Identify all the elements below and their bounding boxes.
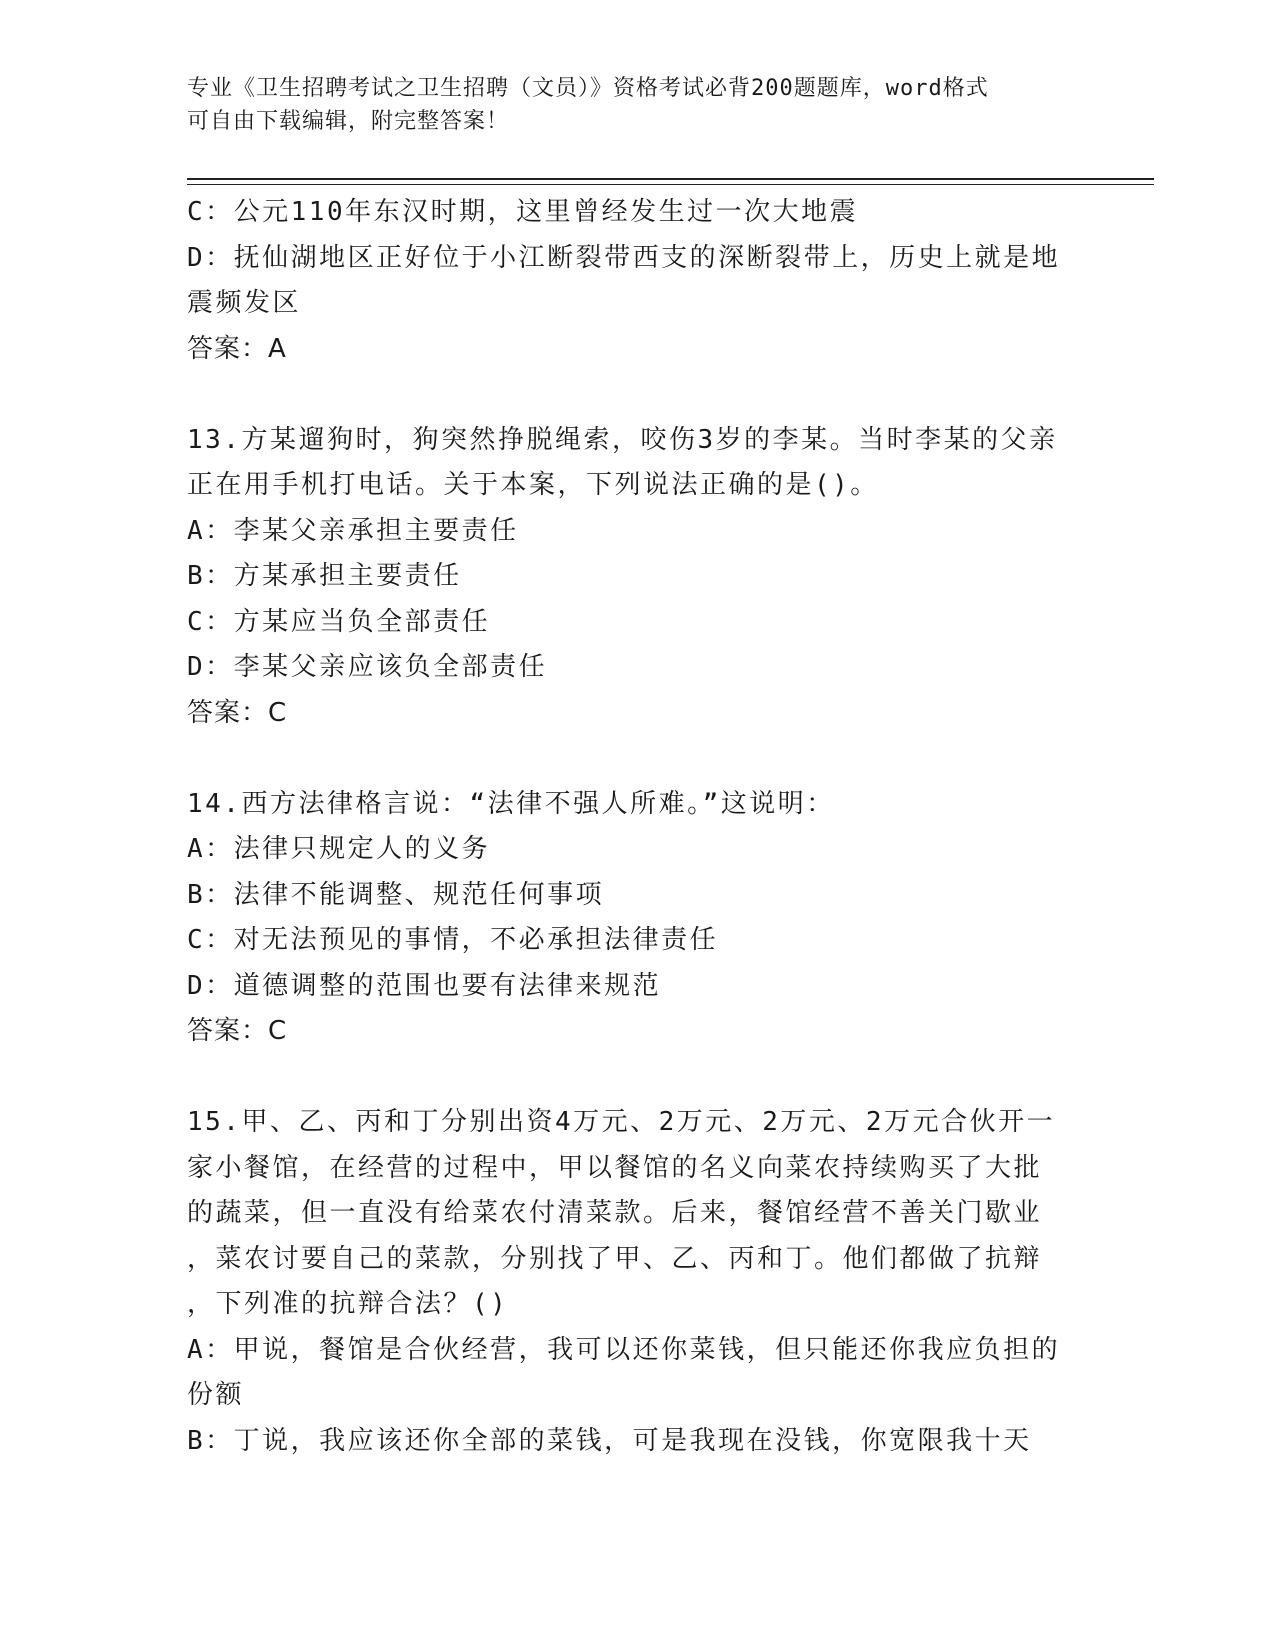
question-stem-continued: 正在用手机打电话。关于本案，下列说法正确的是()。 xyxy=(187,470,879,500)
header-line-2: 可自由下载编辑，附完整答案！ xyxy=(187,109,510,134)
page-header xyxy=(187,72,1087,138)
question-stem: 15.甲、乙、丙和丁分别出资4万元、2万元、2万元、2万元合伙开一 xyxy=(187,1107,1056,1137)
option-b: B：方某承担主要责任 xyxy=(187,561,462,591)
document-body xyxy=(187,190,1087,1464)
option-d: D：抚仙湖地区正好位于小江断裂带西支的深断裂带上，历史上就是地 xyxy=(187,242,1061,273)
spacer xyxy=(187,736,1087,782)
question-stem-continued: ，菜农讨要自己的菜款，分别找了甲、乙、丙和丁。他们都做了抗辩 xyxy=(187,1243,1043,1274)
option-b: B：法律不能调整、规范任何事项 xyxy=(187,879,605,910)
header-line-1: 专业《卫生招聘考试之卫生招聘（文员）》资格考试必背200题题库，word格式 xyxy=(187,76,989,101)
question-stem-continued: ，下列准的抗辩合法？() xyxy=(187,1289,509,1319)
option-c: C：方某应当负全部责任 xyxy=(187,606,491,637)
answer: 答案：C xyxy=(187,1016,288,1046)
question-stem: 14.西方法律格言说：“法律不强人所难。”这说明： xyxy=(187,788,835,819)
option-d-continued: 震频发区 xyxy=(187,288,302,318)
question-12-tail xyxy=(187,190,1087,372)
option-d: D：李某父亲应该负全部责任 xyxy=(187,652,548,682)
question-stem: 13.方某遛狗时，狗突然挣脱绳索，咬伤3岁的李某。当时李某的父亲 xyxy=(187,424,1058,455)
spacer xyxy=(187,1055,1087,1101)
option-a: A：甲说，餐馆是合伙经营，我可以还你菜钱，但只能还你我应负担的 xyxy=(187,1334,1061,1365)
question-14 xyxy=(187,782,1087,1055)
option-b: B：丁说，我应该还你全部的菜钱，可是我现在没钱，你宽限我十天 xyxy=(187,1425,1032,1456)
option-a-continued: 份额 xyxy=(187,1380,245,1410)
option-d: D：道德调整的范围也要有法律来规范 xyxy=(187,970,662,1001)
option-a: A：法律只规定人的义务 xyxy=(187,834,491,864)
option-a: A：李某父亲承担主要责任 xyxy=(187,515,519,546)
spacer xyxy=(187,372,1087,418)
question-15 xyxy=(187,1100,1087,1464)
header-divider xyxy=(187,178,1154,185)
option-c: C：对无法预见的事情，不必承担法律责任 xyxy=(187,925,719,955)
answer: 答案：A xyxy=(187,333,287,364)
question-stem-continued: 家小餐馆，在经营的过程中，甲以餐馆的名义向菜农持续购买了大批 xyxy=(187,1152,1043,1183)
answer: 答案：C xyxy=(187,697,288,728)
question-stem-continued: 的蔬菜，但一直没有给菜农付清菜款。后来，餐馆经营不善关门歇业 xyxy=(187,1198,1043,1228)
question-13 xyxy=(187,418,1087,737)
option-c: C：公元110年东汉时期，这里曾经发生过一次大地震 xyxy=(187,197,859,227)
